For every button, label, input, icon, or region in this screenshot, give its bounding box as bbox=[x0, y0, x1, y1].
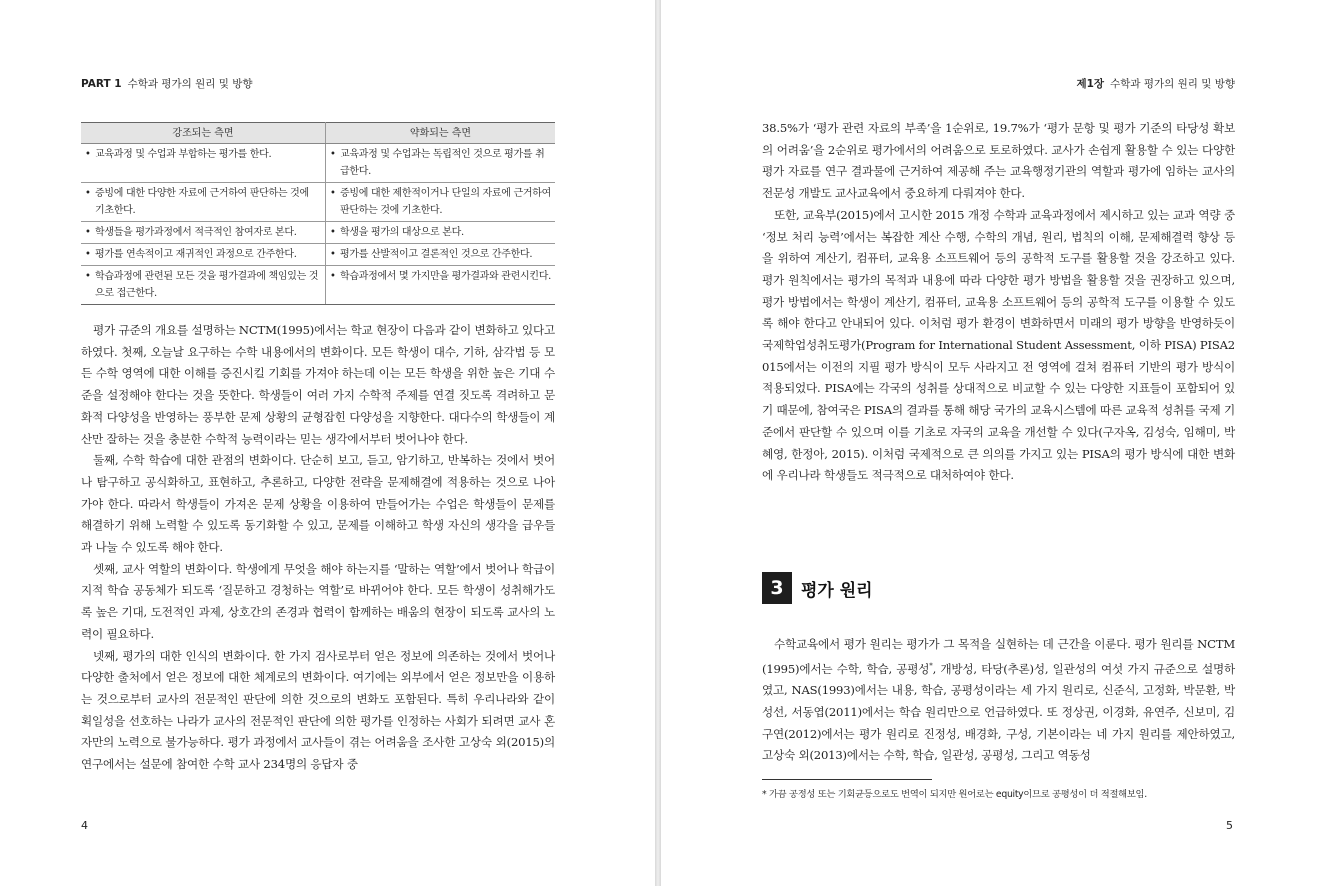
left-page-number: 4 bbox=[81, 819, 88, 832]
table-cell bbox=[81, 266, 326, 305]
section-title: 평가 원리 bbox=[801, 580, 873, 601]
paragraph-part: , 개방성, 타당(추론)성, 일관성의 여섯 가지 규준으로 설명하였고, NAS(1993)에서는 내용, 학습, 공평성이라는 세 가지 원리로, 신준식, 고정화, 박문환, 박성선, 서동엽(2011)에서는 학습 원리만으로 언급하였다. 또 정상권, 이경화, 유연주, 신보미, 김구연(2012)에서는 평가 원리로 진정성, 배경화, 구성, 기본이라는 네 가지 원리를 제안하였고, 고상숙 외(2013)에서는 수학, 학습, 일관성, 공평성, 그리고 역동성 bbox=[762, 661, 1235, 763]
bullet-icon: • bbox=[330, 249, 336, 260]
part-label: PART 1 bbox=[81, 78, 122, 90]
paragraph-part: 수학교육에서 평가 원리는 평가가 그 목적을 실현하는 데 근간을 이룬다. 평가 원리를 NCTM(1995)에서는 수학, 학습, 공평성 bbox=[762, 637, 1235, 676]
cell-text: 증빙에 대한 다양한 자료에 근거하여 판단하는 것에 기초한다. bbox=[95, 188, 309, 216]
left-running-header bbox=[81, 76, 253, 91]
left-header-title: 수학과 평가의 원리 및 방향 bbox=[127, 78, 253, 90]
cell-text: 교육과정 및 수업과는 독립적인 것으로 평가를 취급한다. bbox=[340, 149, 545, 177]
table-cell bbox=[81, 222, 326, 244]
table-cell bbox=[326, 222, 556, 244]
section-number-badge: 3 bbox=[762, 572, 792, 604]
paragraph: 38.5%가 ‘평가 관련 자료의 부족’을 1순위로, 19.7%가 ‘평가 문항 및 평가 기준의 타당성 확보의 어려움’을 2순위로 평가에서의 어려움으로 토로하였다. 교사가 손쉽게 활용할 수 있는 다양한 평가 자료를 연구 결과물에 근거하여 제공해 주는 교육행정기관의 역할과 평가에 임하는 교사의 전문성 개발도 교사교육에서 중요하게 다뤄져야 한다. bbox=[762, 121, 1235, 201]
table-cell bbox=[326, 266, 556, 305]
table-cell bbox=[81, 244, 326, 266]
table-cell bbox=[326, 244, 556, 266]
table-cell bbox=[326, 183, 556, 222]
table-row bbox=[81, 266, 555, 305]
table-row bbox=[81, 183, 555, 222]
cell-text: 증빙에 대한 제한적이거나 단일의 자료에 근거하여 판단하는 것에 기초한다. bbox=[340, 188, 551, 216]
footnote-divider bbox=[762, 779, 932, 780]
section-body-text bbox=[762, 634, 1235, 767]
paragraph: 셋째, 교사 역할의 변화이다. 학생에게 무엇을 해야 하는지를 ‘말하는 역할’에서 벗어나 학급이 지적 학습 공동체가 되도록 ‘질문하고 경청하는 역할’로 바뀌어야 한다. 모든 학생이 성취해가도록 높은 기대, 도전적인 과제, 상호간의 존경과 협력이 함께하는 배움의 현장이 되도록 교사의 노력이 필요하다. bbox=[81, 561, 555, 641]
table-row bbox=[81, 244, 555, 266]
cell-text: 평가를 산발적이고 결론적인 것으로 간주한다. bbox=[340, 249, 533, 260]
cell-text: 교육과정 및 수업과 부합하는 평가를 한다. bbox=[95, 149, 272, 160]
paragraph: 평가 규준의 개요를 설명하는 NCTM(1995)에서는 학교 현장이 다음과 같이 변화하고 있다고 하였다. 첫째, 오늘날 요구하는 수학 내용에서의 변화이다. 모든 학생이 대수, 기하, 삼각법 등 모든 수학 영역에 대한 이해를 증진시킬 기회를 가져야 하는데 이는 모든 학생을 위한 높은 기대 수준을 설정해야 한다는 것을 뜻한다. 학생들이 여러 가지 수학적 주제를 연결 짓도록 격려하고 문화적 다양성을 반영하는 풍부한 문제 상황의 균형잡힌 다양성을 지향한다. 대다수의 학생들이 계산만 잘하는 것을 충분한 수학적 능력이라는 믿는 생각에서부터 벗어나야 한다. bbox=[81, 323, 556, 446]
paragraph: 둘째, 수학 학습에 대한 관점의 변화이다. 단순히 보고, 듣고, 암기하고, 반복하는 것에서 벗어나 탐구하고 공식화하고, 표현하고, 추론하고, 다양한 전략을 문제해결에 적용하는 것으로 나아가야 한다. 따라서 학생들이 가져온 문제 상황을 이용하여 만들어가는 수업은 학생들이 문제를 해결하기 위해 노력할 수 있도록 동기화할 수 있고, 문제를 이해하고 학생 자신의 생각을 급우들과 나눌 수 있도록 해야 한다. bbox=[81, 453, 555, 555]
bullet-icon: • bbox=[85, 188, 91, 199]
table-cell bbox=[326, 144, 556, 183]
right-body-text bbox=[762, 118, 1235, 487]
left-body-text bbox=[81, 320, 555, 776]
bullet-icon: • bbox=[330, 188, 336, 199]
bullet-icon: • bbox=[85, 149, 91, 160]
cell-text: 학습과정에서 몇 가지만을 평가결과와 관련시킨다. bbox=[340, 271, 551, 282]
bullet-icon: • bbox=[330, 227, 336, 238]
table-row bbox=[81, 144, 555, 183]
paragraph bbox=[762, 634, 1235, 767]
right-header-title: 수학과 평가의 원리 및 방향 bbox=[1110, 78, 1235, 90]
comparison-table bbox=[81, 122, 555, 305]
bullet-icon: • bbox=[330, 149, 336, 160]
table-header-emphasized: 강조되는 측면 bbox=[81, 123, 326, 144]
table-cell bbox=[81, 144, 326, 183]
table-row bbox=[81, 222, 555, 244]
paragraph: 넷째, 평가의 대한 인식의 변화이다. 한 가지 검사로부터 얻은 정보에 의존하는 것에서 벗어나 다양한 출처에서 얻은 정보에 대한 체계로의 변화이다. 여기에는 외부에서 얻은 정보만을 이용하는 것으로부터 교사의 전문적인 판단에 의한 것으로의 변화도 포함된다. 특히 우리나라와 같이 획일성을 선호하는 나라가 교사의 전문적인 판단에 의한 평가를 인정하는 사회가 되려면 교사 혼자만의 노력으로 불가능하다. 평가 과정에서 교사들이 겪는 어려움을 조사한 고상숙 외(2015)의 연구에서는 설문에 참여한 수학 교사 234명의 응답자 중 bbox=[81, 648, 555, 772]
bullet-icon: • bbox=[85, 227, 91, 238]
right-running-header bbox=[1076, 76, 1235, 91]
table-header-row bbox=[81, 123, 555, 144]
cell-text: 학생을 평가의 대상으로 본다. bbox=[340, 227, 464, 238]
paragraph: 또한, 교육부(2015)에서 고시한 2015 개정 수학과 교육과정에서 제시하고 있는 교과 역량 중 ‘정보 처리 능력’에서는 복잡한 계산 수행, 수학의 개념, 원리, 법칙의 이해, 문제해결력 향상 등을 위하여 계산기, 컴퓨터, 교육용 소프트웨어 등의 공학적 도구를 활용할 것을 강조하고 있다. 평가 원칙에서는 평가의 목적과 내용에 따라 다양한 평가 방법을 활용할 것을 권장하고 있으며, 평가 방법에서는 학생이 계산기, 컴퓨터, 교육용 소프트웨어 등의 공학적 도구를 이용할 수 있도록 해야 한다고 안내되어 있다. 이처럼 평가 환경이 변화하면서 미래의 평가 방향을 반영하듯이 국제학업성취도평가(Program for International Student Assessment, 이하 PISA) PISA2015에서는 이전의 지필 평가 방식이 모두 사라지고 전 영역에 걸쳐 컴퓨터 기반의 평가 방식이 적용되었다. PISA에는 각국의 성취를 상대적으로 비교할 수 있는 다양한 지표들이 포함되어 있기 때문에, 참여국은 PISA의 결과를 통해 해당 국가의 교육시스템에 따른 교육적 성취를 국제 기준에서 판단할 수 있으며 이를 기초로 자국의 교육을 개선할 수 있다(구자옥, 김성숙, 임해미, 박혜영, 한정아, 2015). 이처럼 국제적으로 큰 의의를 가지고 있는 PISA의 평가 방식에 대한 변화에 우리나라 학생들도 적극적으로 대처하여야 한다. bbox=[762, 207, 1235, 483]
bullet-icon: • bbox=[85, 271, 91, 282]
chapter-label: 제1장 bbox=[1076, 78, 1105, 90]
cell-text: 학생들을 평가과정에서 적극적인 참여자로 본다. bbox=[95, 227, 297, 238]
cell-text: 평가를 연속적이고 재귀적인 과정으로 간주한다. bbox=[95, 249, 297, 260]
right-page-number: 5 bbox=[1226, 819, 1233, 832]
bullet-icon: • bbox=[85, 249, 91, 260]
cell-text: 학습과정에 관련된 모든 것을 평가결과에 책임있는 것으로 접근한다. bbox=[95, 271, 319, 299]
table-cell bbox=[81, 183, 326, 222]
footnote-marker: * bbox=[929, 661, 933, 670]
bullet-icon: • bbox=[330, 271, 336, 282]
section-heading bbox=[762, 572, 873, 604]
table-header-weakened: 약화되는 측면 bbox=[326, 123, 556, 144]
footnote: * 가끔 공정성 또는 기회균등으로도 번역이 되지만 원어로는 equity이므로 공평성이 더 적절해보임. bbox=[762, 789, 1147, 800]
